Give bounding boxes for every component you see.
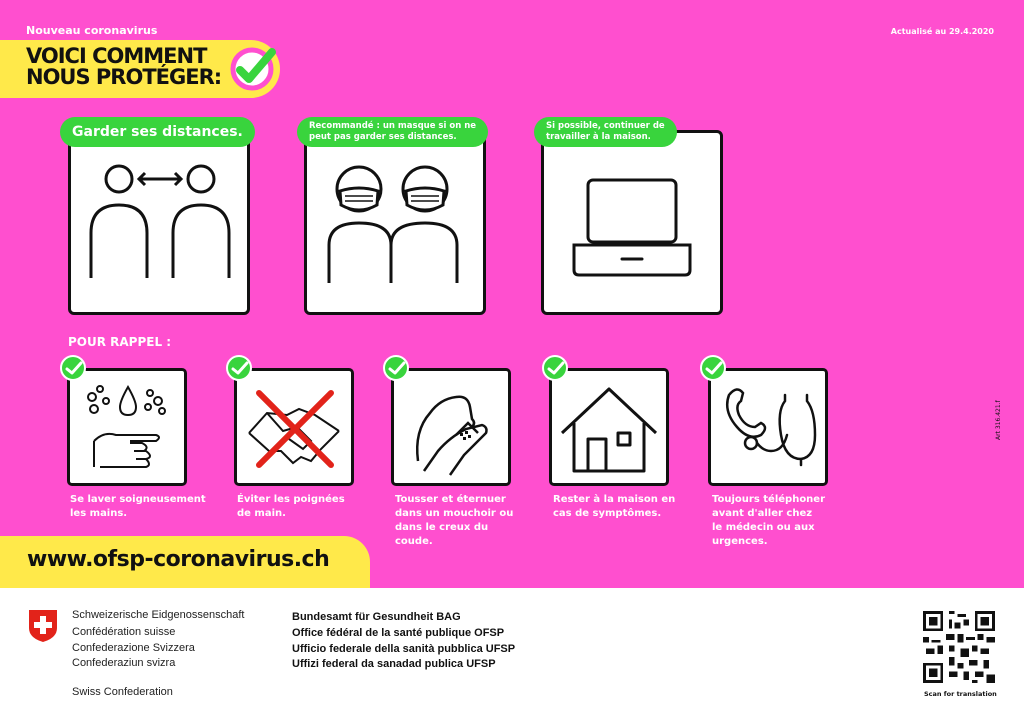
reminder-caption-cough <box>395 493 535 549</box>
mask-card <box>304 130 486 315</box>
reminder-caption-handshake <box>237 493 377 521</box>
check-badge-icon <box>383 355 409 381</box>
caption-line: dans un mouchoir ou <box>395 508 514 519</box>
office-fr: Office fédéral de la santé publique OFSP <box>292 627 505 639</box>
people-with-masks-icon <box>307 133 483 312</box>
house-icon <box>552 371 666 483</box>
caption-line: urgences. <box>712 536 768 547</box>
reminder-caption-house <box>553 493 693 521</box>
caption-line: les mains. <box>70 508 128 519</box>
confederation-rm: Confederaziun svizra <box>72 657 176 669</box>
swiss-confederation: Swiss Confederation <box>72 686 173 698</box>
reminder-caption-hands <box>70 493 210 521</box>
headline <box>26 46 221 88</box>
measure-label-mask-line1: Recommandé : un masque si on ne <box>309 121 477 131</box>
art-number: Art 316.421.f <box>995 400 1002 440</box>
caption-line: Éviter les poignées <box>237 494 345 505</box>
caption-line: dans le creux du <box>395 522 489 533</box>
caption-line: coude. <box>395 536 433 547</box>
caption-line: Rester à la maison en <box>553 494 676 505</box>
reminder-card-phone <box>708 368 828 486</box>
caption-line: Se laver soigneusement <box>70 494 206 505</box>
reminder-title: POUR RAPPEL : <box>68 335 172 349</box>
website-link[interactable]: www.ofsp-coronavirus.ch <box>27 547 330 572</box>
office-rm: Uffizi federal da sanadad publica UFSP <box>292 658 496 670</box>
swiss-flag-icon <box>27 608 59 644</box>
caption-line: Toujours téléphoner <box>712 494 826 505</box>
no-handshake-icon <box>237 371 351 483</box>
reminder-card-hands <box>67 368 187 486</box>
distance-card <box>68 130 250 315</box>
check-badge-icon <box>542 355 568 381</box>
office-de: Bundesamt für Gesundheit BAG <box>292 611 461 623</box>
qr-code-icon[interactable] <box>923 611 995 683</box>
confederation-fr: Confédération suisse <box>72 626 176 638</box>
updated-date: Actualisé au 29.4.2020 <box>890 27 994 36</box>
measure-label-mask-line2: peut pas garder ses distances. <box>309 132 457 142</box>
qr-label: Scan for translation <box>924 690 997 698</box>
confederation-it: Confederazione Svizzera <box>72 642 195 654</box>
caption-line: le médecin ou aux <box>712 522 815 533</box>
check-badge-icon <box>60 355 86 381</box>
caption-line: Tousser et éternuer <box>395 494 506 505</box>
top-label: Nouveau coronavirus <box>26 24 158 37</box>
reminder-card-house <box>549 368 669 486</box>
cough-into-elbow-icon <box>394 371 508 483</box>
two-people-distance-icon <box>71 133 247 312</box>
check-badge-icon <box>700 355 726 381</box>
measure-label-distance: Garder ses distances. <box>60 117 255 147</box>
measure-label-homework-line1: Si possible, continuer de <box>546 121 665 131</box>
measure-label-homework-line2: travailler à la maison. <box>546 132 651 142</box>
measure-label-mask <box>297 117 488 147</box>
headline-check-icon <box>228 44 280 94</box>
hand-washing-icon <box>70 371 184 483</box>
caption-line: avant d'aller chez <box>712 508 813 519</box>
caption-line: cas de symptômes. <box>553 508 662 519</box>
check-badge-icon <box>226 355 252 381</box>
headline-line1: VOICI COMMENT <box>26 44 207 68</box>
laptop-icon <box>544 133 720 312</box>
headline-line2: NOUS PROTÉGER: <box>26 65 222 89</box>
reminder-card-handshake <box>234 368 354 486</box>
confederation-de: Schweizerische Eidgenossenschaft <box>72 609 245 621</box>
caption-line: de main. <box>237 508 286 519</box>
phone-stethoscope-icon <box>711 371 825 483</box>
office-it: Ufficio federale della sanità pubblica UFSP <box>292 643 516 655</box>
homework-card <box>541 130 723 315</box>
reminder-caption-phone <box>712 493 852 549</box>
reminder-card-cough <box>391 368 511 486</box>
measure-label-homework <box>534 117 677 147</box>
